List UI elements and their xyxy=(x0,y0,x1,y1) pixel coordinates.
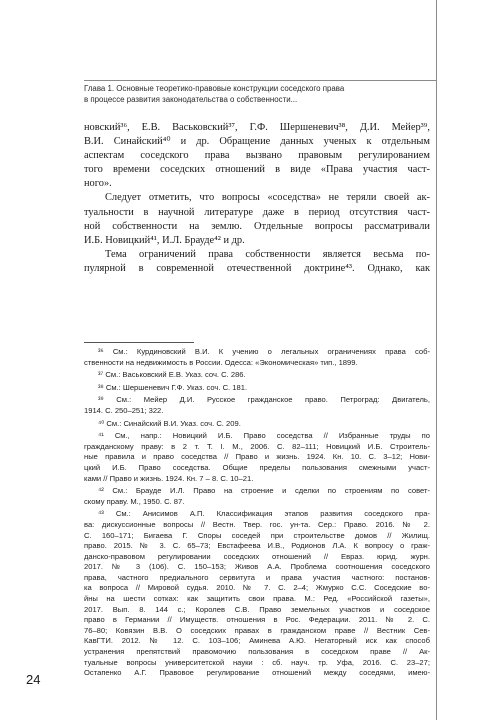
footnote-line: скому праву. М., 1950. С. 87. xyxy=(84,496,185,506)
footnote-line: ка вопроса // Мировой судья. 2010. № 7. С. 2–4; Жмурко С.С. Соседские во- xyxy=(84,583,430,593)
running-head-line: Глава 1. Основные теоретико-правовые конструкции соседского права xyxy=(84,84,345,93)
footnote-line: ⁴³ См.: Анисимов А.П. Классификация этапов развития соседского пра- xyxy=(98,509,430,519)
text-line: Тема ограничений права собственности является весьма по- xyxy=(105,248,430,260)
footnote-line: туальные вопросы университетской науки : сб. науч. тр. Уфа, 2016. С. 23–27; xyxy=(84,657,430,667)
text-line: аспектам соседского права вызвано правовым регулированием xyxy=(84,150,430,162)
footnote-line: ³⁸ См.: Шершеневич Г.Ф. Указ. соч. С. 181. xyxy=(98,382,248,392)
text-line: В.И. Синайский⁴⁰ и др. Обращение данных ученых к отдельным xyxy=(84,136,430,148)
main-text xyxy=(84,121,430,276)
footnote-line: данско-правовом регулировании соседских отношений // Евраз. юрид. журн. xyxy=(84,551,430,561)
footnotes xyxy=(84,347,430,679)
footnote-line: ⁴² См.: Брауде И.Л. Право на строение и сделки по строениям по совет- xyxy=(98,486,430,496)
footnote-line: ва: дискуссионные вопросы // Вестн. Твер. гос. ун-та. Сер.: Право. 2016. № 2. xyxy=(84,519,430,529)
text-line: ной собственности на землю. Отдельные вопросы рассматривали xyxy=(84,220,430,232)
footnote-line: права, частного предиального сервитута и права участия частного: постанов- xyxy=(84,572,430,582)
footnote-line: 2017. № 3 (106). С. 150–153; Живов А.А. Проблема соотношения соседского xyxy=(84,562,430,572)
footnote-line: ственности на недвижимость в России. Одесса: «Экономическая» тип., 1899. xyxy=(84,357,358,367)
footnote-line: КавГТИ. 2012. № 12. С. 103–106; Аминева А.Ю. Негаторный иск как способ xyxy=(84,636,430,646)
header-rule xyxy=(84,80,436,81)
footnote-line: ками // Право и жизнь. 1924. Кн. 7 – 8. С. 10–21. xyxy=(84,473,254,483)
footnote-line: 76–80; Ковязин В.В. О соседских правах в гражданском праве // Вестник Сев- xyxy=(84,625,430,635)
text-line: того времени соседских отношений в виде «Права участия част- xyxy=(84,164,430,176)
footnote-line: С. 160–171; Бигаева Г. Споры соседей при строительстве домов // Жилищ. xyxy=(84,530,430,540)
footnote-line: гражданскому праву: в 2 т. Т. I. М., 2006. С. 82–111; Новицкий И.Б. Строитель- xyxy=(84,441,430,451)
text-line: новский³⁶, Е.В. Васьковский³⁷, Г.Ф. Шершеневич³⁸, Д.И. Мейер³⁹, xyxy=(84,122,430,133)
footnote-line: 1914. С. 250–251; 322. xyxy=(84,405,164,415)
footnote-line: ⁴⁰ См.: Синайский В.И. Указ. соч. С. 209. xyxy=(98,418,241,428)
footnote-line: 2017. Вып. 8. 144 с.; Королев С.В. Право земельных участков и соседское xyxy=(84,604,430,614)
footnote-line: Остапенко А.Г. Правовое регулирование отношений между соседями, имею- xyxy=(84,668,430,678)
footnote-line: право в Германии // Имуществ. отношения в Рос. Федерации. 2011. № 2. С. xyxy=(84,615,430,625)
page-number: 24 xyxy=(26,672,41,687)
running-head xyxy=(84,84,430,105)
footnote-line: ³⁹ См.: Мейер Д.И. Русское гражданское право. Петроград: Двигатель, xyxy=(98,395,430,405)
footnote-line: ³⁷ См.: Васьковский Е.В. Указ. соч. С. 286. xyxy=(98,370,246,380)
footnote-line: цкий И.Б. Право соседства. Общие пределы пользования смежными участ- xyxy=(84,462,430,472)
footnote-line: ⁴¹ См., напр.: Новицкий И.Б. Право соседства // Избранные труды по xyxy=(98,431,430,441)
footnote-separator xyxy=(84,342,194,343)
text-line: Следует отметить, что вопросы «соседства» не теряли своей ак- xyxy=(105,192,430,204)
footnote-line: устранения препятствий правомочию пользования в соседском праве // Ак- xyxy=(84,647,430,657)
footnote-line: ³⁶ См.: Курдиновский В.И. К учению о легальных ограничениях права соб- xyxy=(98,347,430,356)
margin-rule xyxy=(436,0,437,720)
text-line: И.Б. Новицкий⁴¹, И.Л. Брауде⁴² и др. xyxy=(84,234,245,246)
running-head-line: в процессе развития законодательства о собственности... xyxy=(84,94,298,104)
text-line: пулярной в современной отечественной доктрине⁴³. Однако, как xyxy=(84,262,430,274)
footnote-line: ные правила и право соседства // Право и жизнь. 1924. Кн. 10. С. 3–12; Нови- xyxy=(84,452,430,462)
footnote-line: йны на шести сотках: как защитить свои права. М.: Ред. «Российской газеты», xyxy=(84,594,430,604)
footnote-line: право. 2015. № 3. С. 65–73; Евстафеева И.В., Родионов Л.А. К вопросу о граж- xyxy=(84,541,430,551)
text-line: туальности в научной литературе даже в период отсутствия част- xyxy=(84,206,430,218)
text-line: ного». xyxy=(84,178,112,190)
